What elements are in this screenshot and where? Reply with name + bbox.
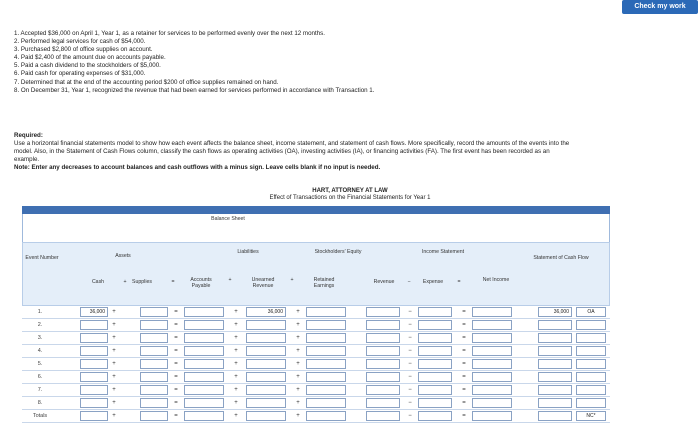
event-number: 8.	[37, 400, 43, 406]
amount-input[interactable]	[80, 346, 108, 356]
operator-sign: +	[234, 374, 238, 380]
operator-sign: +	[234, 322, 238, 328]
transaction-item: 6. Paid cash for operating expenses of $31,000.	[14, 70, 146, 78]
amount-input[interactable]	[184, 411, 224, 421]
operator-sign: −	[408, 387, 412, 393]
equity-header: Stockholders' Equity	[314, 249, 362, 255]
amount-input[interactable]	[306, 359, 346, 369]
event-number: 5.	[37, 361, 43, 367]
event-number: 3.	[37, 335, 43, 341]
amount-input[interactable]	[418, 398, 452, 408]
operator-sign: +	[112, 413, 116, 419]
table-row	[22, 358, 610, 371]
transaction-item: 8. On December 31, Year 1, recognized the revenue that had been earned for services performed in accordance with Transaction 1.	[14, 86, 375, 94]
amount-input[interactable]	[306, 411, 346, 421]
company-title: HART, ATTORNEY AT LAW	[312, 188, 388, 194]
table-header-band	[22, 206, 610, 214]
table-row	[22, 319, 610, 332]
operator-sign: =	[462, 387, 466, 393]
cash-flow-class-dropdown[interactable]	[576, 372, 606, 382]
amount-input[interactable]	[140, 320, 168, 330]
operator-sign: +	[296, 387, 300, 393]
table-subtitle: Effect of Transactions on the Financial Statements for Year 1	[269, 195, 431, 201]
amount-input[interactable]	[366, 320, 400, 330]
operator-sign: +	[234, 387, 238, 393]
amount-input[interactable]	[538, 320, 572, 330]
amount-input[interactable]	[472, 346, 512, 356]
table-row	[22, 384, 610, 397]
note-text: Note: Enter any decreases to account balances and cash outflows with a minus sign. Leave cells blank if no input is needed.	[14, 164, 381, 171]
operator-sign: =	[462, 361, 466, 367]
amount-input[interactable]	[184, 346, 224, 356]
net-income-col-header: Net Income	[482, 277, 510, 283]
operator-sign: −	[408, 400, 412, 406]
cash-flow-class-dropdown[interactable]: OA	[576, 307, 606, 317]
plus-sign: +	[228, 277, 232, 283]
operator-sign: +	[296, 400, 300, 406]
operator-sign: =	[174, 374, 178, 380]
operator-sign: =	[174, 387, 178, 393]
cash-col-header: Cash	[91, 279, 105, 285]
operator-sign: +	[112, 387, 116, 393]
amount-input[interactable]	[80, 320, 108, 330]
income-statement-header: Income Statement	[421, 249, 465, 255]
cash-flow-header: Statement of Cash Flow	[533, 255, 589, 261]
amount-input[interactable]	[140, 333, 168, 343]
table-row	[22, 410, 610, 423]
operator-sign: +	[296, 309, 300, 315]
operator-sign: −	[408, 322, 412, 328]
amount-input[interactable]: 36,000	[538, 307, 572, 317]
check-my-work-button[interactable]: Check my work	[622, 0, 698, 14]
amount-input[interactable]	[472, 307, 512, 317]
operator-sign: +	[112, 374, 116, 380]
plus-sign: +	[290, 277, 294, 283]
amount-input[interactable]	[472, 333, 512, 343]
transaction-item: 7. Determined that at the end of the accounting period $200 of office supplies remained on hand.	[14, 78, 279, 86]
operator-sign: +	[234, 361, 238, 367]
amount-input[interactable]	[366, 333, 400, 343]
amount-input[interactable]	[184, 359, 224, 369]
amount-input[interactable]	[140, 411, 168, 421]
operator-sign: −	[408, 361, 412, 367]
table-row	[22, 345, 610, 358]
operator-sign: =	[174, 309, 178, 315]
amount-input[interactable]	[184, 320, 224, 330]
equals-sign: =	[171, 279, 175, 285]
amount-input[interactable]	[306, 372, 346, 382]
transaction-item: 5. Paid a cash dividend to the stockholders of $5,000.	[14, 62, 161, 70]
amount-input[interactable]	[538, 385, 572, 395]
amount-input[interactable]	[246, 320, 286, 330]
operator-sign: =	[462, 309, 466, 315]
operator-sign: −	[408, 413, 412, 419]
operator-sign: +	[112, 361, 116, 367]
amount-input[interactable]	[418, 372, 452, 382]
operator-sign: =	[462, 413, 466, 419]
amount-input[interactable]	[366, 359, 400, 369]
unearned-revenue-col-header: Unearned Revenue	[251, 277, 275, 289]
amount-input[interactable]	[184, 372, 224, 382]
operator-sign: +	[296, 335, 300, 341]
table-row	[22, 332, 610, 345]
operator-sign: =	[462, 400, 466, 406]
operator-sign: +	[112, 322, 116, 328]
operator-sign: +	[296, 348, 300, 354]
amount-input[interactable]	[80, 372, 108, 382]
amount-input[interactable]	[80, 385, 108, 395]
amount-input[interactable]	[306, 346, 346, 356]
transaction-item: 2. Performed legal services for cash of $54,000.	[14, 38, 146, 46]
cash-flow-class-dropdown[interactable]	[576, 359, 606, 369]
table-row	[22, 371, 610, 384]
amount-input[interactable]	[472, 398, 512, 408]
amount-input[interactable]	[184, 398, 224, 408]
cash-flow-class-dropdown[interactable]	[576, 398, 606, 408]
operator-sign: +	[234, 413, 238, 419]
operator-sign: −	[408, 348, 412, 354]
amount-input[interactable]	[538, 346, 572, 356]
amount-input[interactable]	[140, 385, 168, 395]
amount-input[interactable]	[246, 333, 286, 343]
operator-sign: −	[408, 309, 412, 315]
operator-sign: −	[408, 374, 412, 380]
amount-input[interactable]: 36,000	[246, 307, 286, 317]
amount-input[interactable]	[140, 359, 168, 369]
amount-input[interactable]	[80, 398, 108, 408]
amount-input[interactable]	[80, 359, 108, 369]
operator-sign: −	[408, 335, 412, 341]
amount-input[interactable]	[140, 307, 168, 317]
operator-sign: =	[174, 361, 178, 367]
amount-input[interactable]	[366, 346, 400, 356]
event-number-header: Event Number	[25, 255, 59, 261]
assets-header: Assets	[115, 253, 131, 259]
amount-input[interactable]	[246, 372, 286, 382]
amount-input[interactable]	[472, 320, 512, 330]
supplies-col-header: Supplies	[132, 279, 152, 285]
financial-model-table	[22, 206, 610, 422]
operator-sign: =	[462, 374, 466, 380]
amount-input[interactable]	[80, 333, 108, 343]
event-number: Totals	[32, 413, 48, 419]
amount-input[interactable]	[366, 411, 400, 421]
amount-input[interactable]	[306, 307, 346, 317]
event-number: 2.	[37, 322, 43, 328]
amount-input[interactable]	[472, 359, 512, 369]
cash-flow-class-dropdown[interactable]	[576, 333, 606, 343]
amount-input[interactable]	[246, 385, 286, 395]
amount-input[interactable]	[306, 385, 346, 395]
event-number: 4.	[37, 348, 43, 354]
cash-flow-class-dropdown[interactable]	[576, 346, 606, 356]
amount-input[interactable]	[366, 372, 400, 382]
operator-sign: +	[296, 322, 300, 328]
transaction-item: 3. Purchased $2,800 of office supplies on account.	[14, 46, 153, 54]
amount-input[interactable]: 36,000	[80, 307, 108, 317]
table-row	[22, 397, 610, 410]
amount-input[interactable]	[366, 385, 400, 395]
amount-input[interactable]	[472, 385, 512, 395]
amount-input[interactable]	[538, 398, 572, 408]
amount-input[interactable]	[418, 385, 452, 395]
operator-sign: +	[234, 400, 238, 406]
operator-sign: =	[462, 348, 466, 354]
amount-input[interactable]	[80, 411, 108, 421]
operator-sign: =	[174, 348, 178, 354]
amount-input[interactable]	[184, 385, 224, 395]
transaction-list	[14, 30, 584, 95]
amount-input[interactable]	[306, 333, 346, 343]
cash-flow-class-dropdown[interactable]	[576, 320, 606, 330]
amount-input[interactable]	[538, 411, 572, 421]
event-number: 1.	[37, 309, 43, 315]
equals-sign: =	[457, 279, 461, 285]
amount-input[interactable]	[306, 320, 346, 330]
amount-input[interactable]	[418, 359, 452, 369]
operator-sign: +	[112, 400, 116, 406]
column-header-area	[22, 242, 610, 306]
operator-sign: +	[112, 335, 116, 341]
amount-input[interactable]	[246, 359, 286, 369]
amount-input[interactable]	[246, 411, 286, 421]
event-number: 6.	[37, 374, 43, 380]
expense-col-header: Expense	[422, 279, 444, 285]
amount-input[interactable]	[246, 346, 286, 356]
operator-sign: +	[234, 309, 238, 315]
operator-sign: +	[296, 361, 300, 367]
amount-input[interactable]	[366, 398, 400, 408]
operator-sign: +	[296, 374, 300, 380]
operator-sign: +	[296, 413, 300, 419]
amount-input[interactable]	[140, 372, 168, 382]
amount-input[interactable]	[418, 411, 452, 421]
operator-sign: +	[234, 335, 238, 341]
operator-sign: =	[174, 322, 178, 328]
question-text	[14, 30, 584, 95]
amount-input[interactable]	[140, 346, 168, 356]
event-number: 7.	[37, 387, 43, 393]
liabilities-header: Liabilities	[237, 249, 259, 255]
required-text: Use a horizontal financial statements model to show how each event affects the balance sheet, income statement, and statement of cash flows. More specifically, record the amounts of the events into the model. Also, in the Statement of Cash Flows column, classify the cash flows as operating activities (OA), investing activities (IA), or financing activities (FA). The first event has been recorded as an example.	[14, 140, 570, 163]
table-row	[22, 306, 610, 319]
retained-earnings-col-header: Retained Earnings	[313, 277, 335, 289]
amount-input[interactable]	[418, 346, 452, 356]
amount-input[interactable]	[418, 307, 452, 317]
transaction-item: 1. Accepted $36,000 on April 1, Year 1, as a retainer for services to be performed evenly over the next 12 months.	[14, 30, 325, 37]
plus-sign: +	[123, 279, 127, 285]
operator-sign: +	[112, 348, 116, 354]
required-label: Required:	[14, 132, 43, 139]
amount-input[interactable]	[184, 333, 224, 343]
table-header-body	[22, 214, 610, 242]
amount-input[interactable]	[140, 398, 168, 408]
operator-sign: =	[174, 335, 178, 341]
amount-input[interactable]	[418, 333, 452, 343]
operator-sign: +	[112, 309, 116, 315]
operator-sign: =	[174, 413, 178, 419]
transaction-item: 4. Paid $2,400 of the amount due on accounts payable.	[14, 54, 166, 62]
amount-input[interactable]	[472, 372, 512, 382]
operator-sign: =	[462, 322, 466, 328]
required-section	[14, 132, 574, 172]
amount-input[interactable]	[472, 411, 512, 421]
operator-sign: =	[462, 335, 466, 341]
amount-input[interactable]	[246, 398, 286, 408]
balance-sheet-label: Balance Sheet	[211, 216, 245, 222]
minus-sign: −	[407, 279, 411, 285]
amount-input[interactable]	[366, 307, 400, 317]
amount-input[interactable]	[538, 359, 572, 369]
revenue-col-header: Revenue	[373, 279, 395, 285]
cash-flow-class-dropdown[interactable]	[576, 385, 606, 395]
amount-input[interactable]	[418, 320, 452, 330]
operator-sign: =	[174, 400, 178, 406]
cash-flow-class-dropdown[interactable]: NC*	[576, 411, 606, 421]
amount-input[interactable]	[538, 372, 572, 382]
amount-input[interactable]	[184, 307, 224, 317]
accounts-payable-col-header: Accounts Payable	[190, 277, 212, 289]
operator-sign: +	[234, 348, 238, 354]
amount-input[interactable]	[306, 398, 346, 408]
amount-input[interactable]	[538, 333, 572, 343]
